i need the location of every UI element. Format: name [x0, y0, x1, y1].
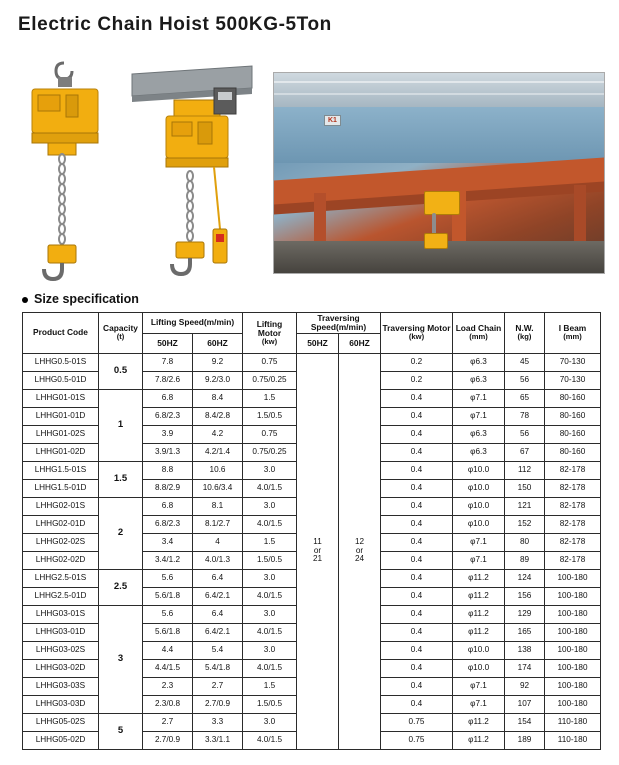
- header-lifting-motor-label: Lifting Motor: [256, 319, 283, 338]
- cell-ibeam: 82-178: [545, 479, 601, 497]
- cell-lifting-60hz: 10.6: [193, 461, 243, 479]
- cell-product-code: LHHG03-03D: [23, 695, 99, 713]
- header-traversing-50hz: 50HZ: [297, 333, 339, 353]
- cell-product-code: LHHG05-02S: [23, 713, 99, 731]
- header-lifting-60hz: 60HZ: [193, 333, 243, 353]
- cell-lifting-60hz: 2.7: [193, 677, 243, 695]
- cell-product-code: LHHG01-01D: [23, 407, 99, 425]
- cell-nw: 174: [505, 659, 545, 677]
- cell-lifting-50hz: 5.6: [143, 605, 193, 623]
- cell-product-code: LHHG05-02D: [23, 731, 99, 749]
- cell-load-chain: φ11.2: [453, 623, 505, 641]
- cell-lifting-motor: 0.75: [243, 425, 297, 443]
- cell-product-code: LHHG02-02S: [23, 533, 99, 551]
- cell-ibeam: 110-180: [545, 731, 601, 749]
- cell-load-chain: φ7.1: [453, 677, 505, 695]
- cell-lifting-motor: 4.0/1.5: [243, 659, 297, 677]
- header-nw: [505, 313, 545, 354]
- cell-lifting-motor: 4.0/1.5: [243, 587, 297, 605]
- cell-traversing-motor: 0.4: [381, 389, 453, 407]
- cell-traversing-motor: 0.4: [381, 407, 453, 425]
- cell-product-code: LHHG03-01D: [23, 623, 99, 641]
- section-heading: [22, 292, 619, 306]
- cell-lifting-motor: 1.5: [243, 389, 297, 407]
- cell-lifting-60hz: 6.4/2.1: [193, 623, 243, 641]
- cell-lifting-motor: 4.0/1.5: [243, 731, 297, 749]
- cell-load-chain: φ6.3: [453, 443, 505, 461]
- cell-lifting-50hz: 5.6/1.8: [143, 587, 193, 605]
- cell-load-chain: φ7.1: [453, 389, 505, 407]
- cell-lifting-50hz: 3.4: [143, 533, 193, 551]
- cell-ibeam: 110-180: [545, 713, 601, 731]
- cell-lifting-50hz: 7.8/2.6: [143, 371, 193, 389]
- spec-table: [22, 312, 601, 750]
- cell-load-chain: φ7.1: [453, 533, 505, 551]
- cell-nw: 154: [505, 713, 545, 731]
- cell-ibeam: 80-160: [545, 425, 601, 443]
- cell-load-chain: φ6.3: [453, 425, 505, 443]
- cell-ibeam: 82-178: [545, 533, 601, 551]
- header-product-code: Product Code: [23, 313, 99, 354]
- cell-product-code: LHHG01-02D: [23, 443, 99, 461]
- cell-nw: 89: [505, 551, 545, 569]
- cell-product-code: LHHG1.5-01S: [23, 461, 99, 479]
- cell-load-chain: φ10.0: [453, 497, 505, 515]
- cell-load-chain: φ10.0: [453, 659, 505, 677]
- cell-lifting-50hz: 8.8/2.9: [143, 479, 193, 497]
- cell-lifting-motor: 3.0: [243, 713, 297, 731]
- cell-product-code: LHHG2.5-01D: [23, 587, 99, 605]
- bullet-icon: [22, 297, 28, 303]
- header-lifting-motor-unit: (kw): [261, 336, 278, 346]
- cell-lifting-60hz: 10.6/3.4: [193, 479, 243, 497]
- cell-nw: 124: [505, 569, 545, 587]
- cell-nw: 78: [505, 407, 545, 425]
- hoist-illustration-trolley: [128, 54, 258, 284]
- cell-product-code: LHHG0.5-01D: [23, 371, 99, 389]
- cell-ibeam: 82-178: [545, 551, 601, 569]
- cell-ibeam: 80-160: [545, 389, 601, 407]
- cell-product-code: LHHG02-01D: [23, 515, 99, 533]
- cell-lifting-motor: 1.5: [243, 533, 297, 551]
- header-lifting-motor: [243, 313, 297, 354]
- cell-nw: 121: [505, 497, 545, 515]
- cell-lifting-motor: 0.75/0.25: [243, 371, 297, 389]
- cell-ibeam: 70-130: [545, 371, 601, 389]
- cell-traversing-motor: 0.75: [381, 731, 453, 749]
- cell-load-chain: φ7.1: [453, 407, 505, 425]
- cell-traversing-motor: 0.4: [381, 659, 453, 677]
- cell-capacity: 3: [99, 605, 143, 713]
- header-lifting-50hz: 50HZ: [143, 333, 193, 353]
- cell-ibeam: 80-160: [545, 407, 601, 425]
- cell-lifting-60hz: 4.2: [193, 425, 243, 443]
- cell-nw: 67: [505, 443, 545, 461]
- cell-ibeam: 100-180: [545, 659, 601, 677]
- cell-lifting-motor: 3.0: [243, 497, 297, 515]
- cell-product-code: LHHG02-02D: [23, 551, 99, 569]
- cell-traversing-motor: 0.4: [381, 641, 453, 659]
- cell-lifting-50hz: 5.6: [143, 569, 193, 587]
- header-traversing-motor-label: Traversing Motor: [382, 323, 451, 334]
- cell-product-code: LHHG03-03S: [23, 677, 99, 695]
- cell-lifting-60hz: 4.0/1.3: [193, 551, 243, 569]
- cell-traversing-motor: 0.75: [381, 713, 453, 731]
- cell-lifting-motor: 3.0: [243, 641, 297, 659]
- cell-nw: 56: [505, 425, 545, 443]
- cell-ibeam: 70-130: [545, 353, 601, 371]
- cell-lifting-60hz: 9.2/3.0: [193, 371, 243, 389]
- cell-load-chain: φ10.0: [453, 515, 505, 533]
- cell-nw: 189: [505, 731, 545, 749]
- cell-lifting-60hz: 4: [193, 533, 243, 551]
- cell-lifting-60hz: 8.1: [193, 497, 243, 515]
- cell-ibeam: 100-180: [545, 695, 601, 713]
- table-header-row-1: [23, 313, 601, 334]
- cell-product-code: LHHG01-01S: [23, 389, 99, 407]
- cell-lifting-motor: 4.0/1.5: [243, 479, 297, 497]
- cell-product-code: LHHG2.5-01S: [23, 569, 99, 587]
- cell-lifting-50hz: 2.3: [143, 677, 193, 695]
- cell-lifting-60hz: 8.4: [193, 389, 243, 407]
- cell-traversing-motor: 0.2: [381, 353, 453, 371]
- cell-lifting-50hz: 6.8: [143, 497, 193, 515]
- cell-lifting-60hz: 3.3: [193, 713, 243, 731]
- cell-load-chain: φ6.3: [453, 353, 505, 371]
- cell-traversing-motor: 0.2: [381, 371, 453, 389]
- cell-traversing-motor: 0.4: [381, 677, 453, 695]
- cell-nw: 138: [505, 641, 545, 659]
- cell-capacity: 2.5: [99, 569, 143, 605]
- cell-nw: 107: [505, 695, 545, 713]
- cell-nw: 56: [505, 371, 545, 389]
- cell-lifting-motor: 1.5/0.5: [243, 695, 297, 713]
- table-row: [23, 353, 601, 371]
- cell-lifting-60hz: 6.4/2.1: [193, 587, 243, 605]
- cell-lifting-50hz: 4.4/1.5: [143, 659, 193, 677]
- cell-product-code: LHHG01-02S: [23, 425, 99, 443]
- cell-nw: 65: [505, 389, 545, 407]
- cell-traversing-motor: 0.4: [381, 623, 453, 641]
- cell-traversing-motor: 0.4: [381, 515, 453, 533]
- cell-lifting-60hz: 2.7/0.9: [193, 695, 243, 713]
- cell-nw: 45: [505, 353, 545, 371]
- cell-lifting-60hz: 6.4: [193, 605, 243, 623]
- header-lifting-speed: Lifting Speed(m/min): [143, 313, 243, 334]
- header-load-chain: [453, 313, 505, 354]
- hoist-illustration-left: [18, 59, 118, 284]
- cell-lifting-motor: 3.0: [243, 605, 297, 623]
- cell-lifting-motor: 0.75: [243, 353, 297, 371]
- cell-nw: 156: [505, 587, 545, 605]
- header-traversing-motor: [381, 313, 453, 354]
- cell-lifting-60hz: 8.1/2.7: [193, 515, 243, 533]
- cell-product-code: LHHG03-02S: [23, 641, 99, 659]
- cell-load-chain: φ11.2: [453, 587, 505, 605]
- cell-product-code: LHHG1.5-01D: [23, 479, 99, 497]
- cell-ibeam: 80-160: [545, 443, 601, 461]
- cell-ibeam: 100-180: [545, 569, 601, 587]
- cell-traversing-motor: 0.4: [381, 605, 453, 623]
- header-load-chain-label: Load Chain: [455, 323, 502, 334]
- cell-ibeam: 100-180: [545, 605, 601, 623]
- page-title: Electric Chain Hoist 500KG-5Ton: [18, 14, 332, 35]
- header-capacity: [99, 313, 143, 354]
- cell-product-code: LHHG03-01S: [23, 605, 99, 623]
- cell-lifting-motor: 4.0/1.5: [243, 623, 297, 641]
- cell-nw: 165: [505, 623, 545, 641]
- cell-load-chain: φ11.2: [453, 569, 505, 587]
- cell-ibeam: 100-180: [545, 623, 601, 641]
- cell-lifting-motor: 1.5/0.5: [243, 407, 297, 425]
- cell-lifting-60hz: 3.3/1.1: [193, 731, 243, 749]
- cell-product-code: LHHG03-02D: [23, 659, 99, 677]
- cell-load-chain: φ7.1: [453, 551, 505, 569]
- cell-traversing-50hz: 11 or 21: [297, 353, 339, 749]
- header-traversing-speed: Traversing Speed(m/min): [297, 313, 381, 334]
- header-load-chain-unit: (mm): [469, 332, 488, 342]
- cell-lifting-50hz: 4.4: [143, 641, 193, 659]
- installation-photo: [273, 72, 605, 274]
- photo-strip: [18, 54, 603, 284]
- header-nw-label: N.W.: [515, 323, 534, 334]
- cell-load-chain: φ11.2: [453, 713, 505, 731]
- cell-nw: 80: [505, 533, 545, 551]
- cell-nw: 150: [505, 479, 545, 497]
- cell-load-chain: φ7.1: [453, 695, 505, 713]
- cell-lifting-50hz: 8.8: [143, 461, 193, 479]
- cell-lifting-60hz: 5.4/1.8: [193, 659, 243, 677]
- cell-lifting-50hz: 6.8: [143, 389, 193, 407]
- cell-nw: 152: [505, 515, 545, 533]
- header-ibeam-label: I Beam: [558, 323, 587, 334]
- cell-traversing-motor: 0.4: [381, 533, 453, 551]
- cell-lifting-50hz: 6.8/2.3: [143, 515, 193, 533]
- cell-lifting-50hz: 6.8/2.3: [143, 407, 193, 425]
- cell-ibeam: 100-180: [545, 677, 601, 695]
- cell-lifting-50hz: 3.9/1.3: [143, 443, 193, 461]
- cell-capacity: 1: [99, 389, 143, 461]
- cell-lifting-motor: 4.0/1.5: [243, 515, 297, 533]
- header-traversing-60hz: 60HZ: [339, 333, 381, 353]
- cell-nw: 92: [505, 677, 545, 695]
- cell-load-chain: φ10.0: [453, 461, 505, 479]
- header-nw-unit: (kg): [517, 332, 532, 342]
- cell-lifting-motor: 3.0: [243, 569, 297, 587]
- header-ibeam-unit: (mm): [563, 332, 582, 342]
- cell-product-code: LHHG02-01S: [23, 497, 99, 515]
- cell-lifting-60hz: 6.4: [193, 569, 243, 587]
- header-ibeam: [545, 313, 601, 354]
- photo-tag: K1: [324, 115, 341, 126]
- cell-traversing-motor: 0.4: [381, 479, 453, 497]
- spec-table-body: [23, 353, 601, 749]
- cell-traversing-motor: 0.4: [381, 695, 453, 713]
- cell-lifting-50hz: 3.4/1.2: [143, 551, 193, 569]
- cell-lifting-60hz: 9.2: [193, 353, 243, 371]
- cell-lifting-50hz: 5.6/1.8: [143, 623, 193, 641]
- header-traversing-motor-unit: (kw): [408, 332, 425, 342]
- cell-capacity: 5: [99, 713, 143, 749]
- cell-traversing-motor: 0.4: [381, 587, 453, 605]
- cell-traversing-motor: 0.4: [381, 425, 453, 443]
- cell-lifting-50hz: 7.8: [143, 353, 193, 371]
- header-capacity-label: Capacity: [103, 323, 138, 334]
- cell-traversing-motor: 0.4: [381, 443, 453, 461]
- section-heading-label: Size specification: [34, 292, 139, 306]
- cell-traversing-motor: 0.4: [381, 497, 453, 515]
- cell-ibeam: 82-178: [545, 497, 601, 515]
- cell-lifting-60hz: 5.4: [193, 641, 243, 659]
- cell-capacity: 0.5: [99, 353, 143, 389]
- cell-capacity: 2: [99, 497, 143, 569]
- cell-lifting-motor: 3.0: [243, 461, 297, 479]
- page: [0, 14, 619, 765]
- cell-ibeam: 100-180: [545, 641, 601, 659]
- cell-ibeam: 82-178: [545, 461, 601, 479]
- cell-traversing-60hz: 12 or 24: [339, 353, 381, 749]
- cell-nw: 129: [505, 605, 545, 623]
- cell-lifting-motor: 1.5/0.5: [243, 551, 297, 569]
- cell-load-chain: φ11.2: [453, 605, 505, 623]
- cell-lifting-motor: 1.5: [243, 677, 297, 695]
- cell-product-code: LHHG0.5-01S: [23, 353, 99, 371]
- cell-load-chain: φ11.2: [453, 731, 505, 749]
- cell-traversing-motor: 0.4: [381, 551, 453, 569]
- cell-lifting-50hz: 3.9: [143, 425, 193, 443]
- cell-ibeam: 82-178: [545, 515, 601, 533]
- cell-load-chain: φ10.0: [453, 641, 505, 659]
- cell-lifting-50hz: 2.7/0.9: [143, 731, 193, 749]
- cell-capacity: 1.5: [99, 461, 143, 497]
- header-capacity-unit: (t): [116, 332, 125, 342]
- cell-traversing-motor: 0.4: [381, 569, 453, 587]
- cell-lifting-motor: 0.75/0.25: [243, 443, 297, 461]
- cell-lifting-60hz: 4.2/1.4: [193, 443, 243, 461]
- spec-table-wrapper: [22, 312, 600, 750]
- cell-ibeam: 100-180: [545, 587, 601, 605]
- cell-traversing-motor: 0.4: [381, 461, 453, 479]
- cell-load-chain: φ6.3: [453, 371, 505, 389]
- cell-lifting-50hz: 2.7: [143, 713, 193, 731]
- cell-nw: 112: [505, 461, 545, 479]
- cell-lifting-50hz: 2.3/0.8: [143, 695, 193, 713]
- cell-load-chain: φ10.0: [453, 479, 505, 497]
- cell-lifting-60hz: 8.4/2.8: [193, 407, 243, 425]
